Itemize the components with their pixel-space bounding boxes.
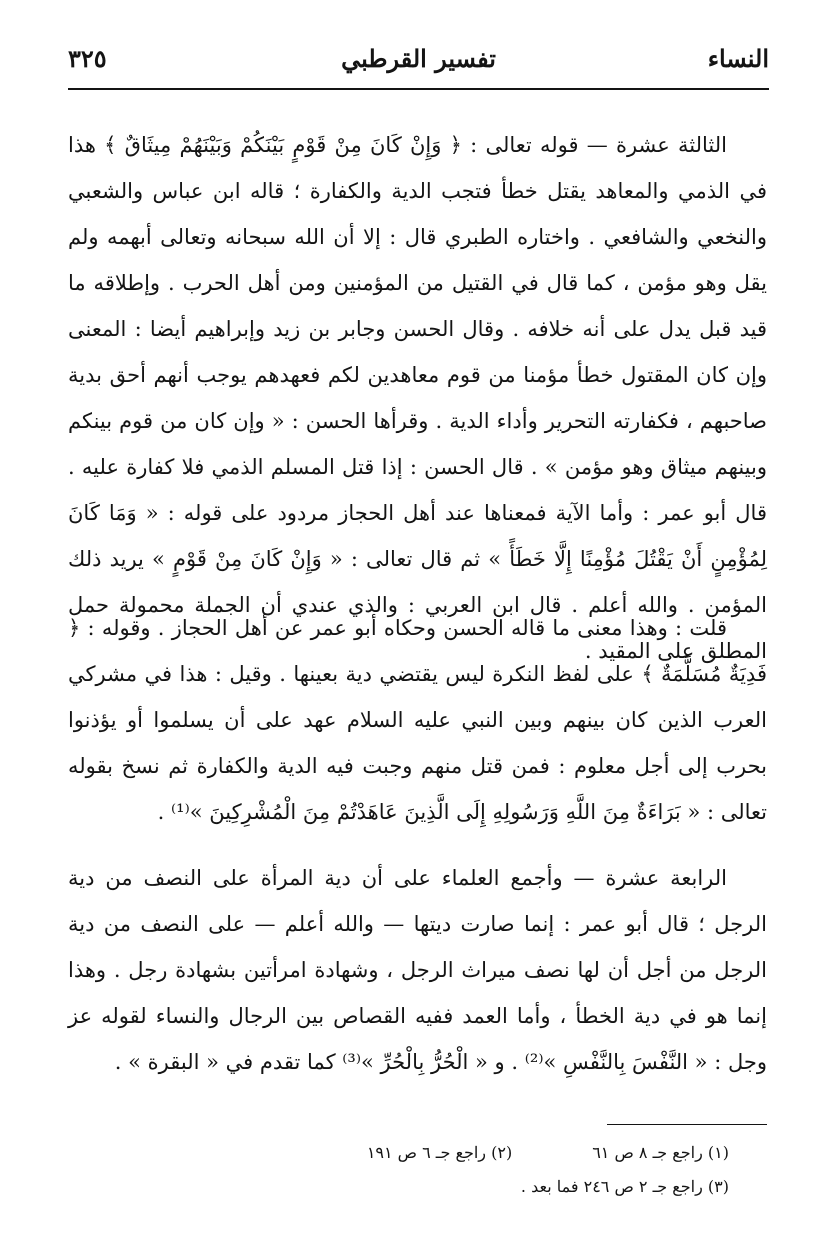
page-number: ٣٢٥ [68, 44, 107, 73]
chapter-title: النساء [707, 44, 769, 73]
footnote-row [68, 1136, 729, 1170]
footnote-2: (٢) راجع جـ ٦ ص ١٩١ [366, 1143, 513, 1162]
footnotes [68, 1136, 729, 1204]
footnote-rule [607, 1124, 767, 1125]
paragraph-13 [68, 122, 767, 674]
footnote-3: (٣) راجع جـ ٢ ص ٢٤٦ فما بعد . [520, 1177, 729, 1196]
book-title: تفسير القرطبي [341, 44, 496, 73]
paragraph-text: الرابعة عشرة — وأجمع العلماء على أن دية المرأة على النصف من دية الرجل ؛ قال أبو عمر : إنما صارت ديتها — والله أعلم — على النصف من دية الرجل من أجل أن لها نصف ميراث الرجل ، وشهادة امرأتين بشهادة رجل . وهذا إنما هو في دية الخطأ ، وأما العمد ففيه القصاص بين الرجال والنساء لقوله عز وجل : « النَّفْسَ بِالنَّفْسِ »⁽²⁾ . و « الْحُرُّ بِالْحُرِّ »⁽³⁾ كما تقدم في « البقرة » . [68, 866, 767, 1074]
paragraph-text: قلت : وهذا معنى ما قاله الحسن وحكاه أبو عمر عن أهل الحجاز . وقوله : ﴿ فَدِيَةٌ مُسَلَّمَةٌ ﴾ على لفظ النكرة ليس يقتضي دية بعينها . وقيل : هذا في مشركي العرب الذين كان بينهم وبين النبي عليه السلام عهد على أن يسلموا أو يؤذنوا بحرب إلى أجل معلوم : فمن قتل منهم وجبت فيه الدية والكفارة ثم نسخ بقوله تعالى : « بَرَاءَةٌ مِنَ اللَّهِ وَرَسُولِهِ إِلَى الَّذِينَ عَاهَدْتُمْ مِنَ الْمُشْرِكِينَ »⁽¹⁾ . [68, 616, 767, 824]
paragraph-14 [68, 855, 767, 1085]
header-rule [68, 88, 769, 90]
page-header [68, 40, 769, 80]
footnote-1: (١) راجع جـ ٨ ص ٦١ [592, 1143, 729, 1162]
paragraph-text: الثالثة عشرة — قوله تعالى : ﴿ وَإِنْ كَانَ مِنْ قَوْمٍ بَيْنَكُمْ وَبَيْنَهُمْ مِيثَاقٌ ﴾ هذا في الذمي والمعاهد يقتل خطأ فتجب الدية والكفارة ؛ قاله ابن عباس والشعبي والنخعي والشافعي . واختاره الطبري قال : إلا أن الله سبحانه وتعالى أبهمه ولم يقل وهو مؤمن ، كما قال في القتيل من المؤمنين ومن أهل الحرب . وإطلاقه ما قيد قبل يدل على أنه خلافه . وقال الحسن وجابر بن زيد وإبراهيم أيضا : المعنى وإن كان المقتول خطأ مؤمنا من قوم معاهدين لكم فعهدهم يوجب أنهم أحق بدية صاحبهم ، فكفارته التحرير وأداء الدية . وقرأها الحسن : « وإن كان من قوم بينكم وبينهم ميثاق وهو مؤمن » . قال الحسن : إذا قتل المسلم الذمي فلا كفارة عليه . قال أبو عمر : وأما الآية فمعناها عند أهل الحجاز مردود على قوله : « وَمَا كَانَ لِمُؤْمِنٍ أَنْ يَقْتُلَ مُؤْمِنًا إِلَّا خَطَأً » ثم قال تعالى : « وَإِنْ كَانَ مِنْ قَوْمٍ » يريد ذلك المؤمن . والله أعلم . قال ابن العربي : والذي عندي أن الجملة محمولة حمل المطلق على المقيد . [68, 133, 767, 663]
paragraph-qultu [68, 605, 767, 835]
footnote-row [68, 1170, 729, 1204]
